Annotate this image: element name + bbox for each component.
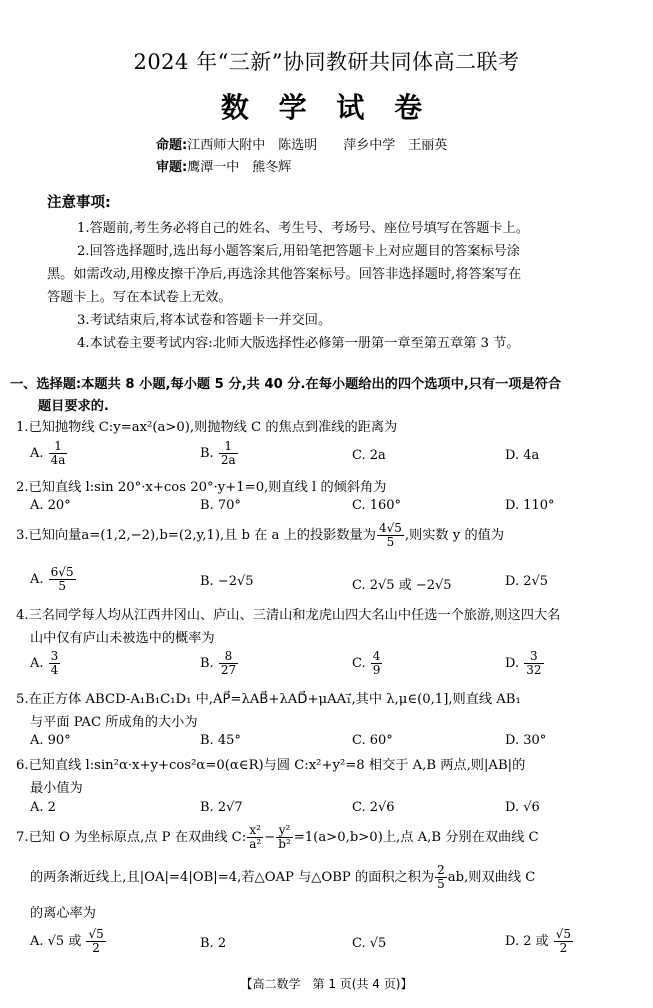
option-label: A. (30, 572, 44, 587)
q4-option-b: B. $\frac{8}{27}$ (200, 649, 237, 677)
reviewer-names: 鹰潭一中 熊冬辉 (187, 160, 292, 175)
q2-option-a: A. 20° (30, 498, 71, 513)
q3-option-c: C. 2√5 或 −2√5 (352, 578, 452, 593)
note-line: 黑。如需改动,用橡皮擦干净后,再选涂其他答案标号。回答非选择题时,将答案写在 (47, 267, 522, 282)
q5-option-d: D. 30° (505, 733, 547, 748)
question-5-stem-cont: 与平面 PAC 所成角的大小为 (30, 715, 198, 730)
q7-option-b: B. 2 (200, 936, 227, 951)
note-line: 答题卡上。写在本试卷上无效。 (47, 290, 232, 305)
question-3-stem: 3.已知向量a=(1,2,−2),b=(2,y,1),且 b 在 a 上的投影数量为 $\frac{4√5}{5}$ ,则实数 y 的值为 (16, 521, 505, 549)
question-4-stem-cont: 山中仅有庐山未被选中的概率为 (30, 631, 215, 646)
q1-option-b (200, 440, 239, 467)
question-7-stem-end: 的离心率为 (30, 906, 96, 921)
q3-option-b: B. −2√5 (200, 574, 254, 589)
proposer-line (156, 134, 447, 153)
page-footer: 【高二数学 第 1 页(共 4 页)】 (240, 977, 413, 991)
subject-title: 数 学 试 卷 (220, 91, 433, 124)
q4-option-c: C. $\frac{4}{9}$ (352, 649, 381, 677)
question-4-stem: 4.三名同学每人均从江西井冈山、庐山、三清山和龙虎山四大名山中任选一个旅游,则这四大名 (16, 608, 561, 623)
fraction: $\frac{2}{5}$ (437, 863, 445, 891)
reviewer-label: 审题: (156, 160, 188, 175)
fraction: $\frac{√5}{2}$ (555, 927, 572, 955)
q6-option-d: D. √6 (505, 800, 540, 815)
fraction: $\frac{3}{4}$ (50, 649, 59, 677)
option-label: A. (30, 446, 44, 461)
fraction: $\frac{√5}{2}$ (88, 927, 104, 955)
fraction: $\frac{3}{32}$ (526, 649, 542, 677)
q5-option-a: A. 90° (30, 733, 71, 748)
q3-option-a (30, 566, 77, 593)
note-line: 3.考试结束后,将本试卷和答题卡一并交回。 (77, 313, 332, 328)
note-line: 4.本试卷主要考试内容:北师大版选择性必修第一册第一章至第五章第 3 节。 (77, 336, 520, 351)
proposer-names: 江西师大附中 陈选明 萍乡中学 王丽英 (187, 138, 448, 153)
question-6-stem: 6.已知直线 l:sin²α·x+y+cos²α=0(α∈R)与圆 C:x²+y²=8 相交于 A,B 两点,则|AB|的 (16, 758, 526, 773)
question-5-stem: 5.在正方体 ABCD-A₁B₁C₁D₁ 中,AP⃗=λAB⃗+λAD⃗+μAA₁⃗,其中 λ,μ∈(0,1],则直线 AB₁ (16, 692, 521, 707)
fraction: $\frac{4}{9}$ (372, 649, 381, 677)
note-line: 2.回答选择题时,选出每小题答案后,用铅笔把答题卡上对应题目的答案标号涂 (77, 244, 520, 259)
q7-option-c: C. √5 (352, 936, 387, 951)
proposer-label: 命题: (156, 138, 188, 153)
question-7-stem: 7.已知 O 为坐标原点,点 P 在双曲线 C: $\frac{\text{x²}}{\text{a²}}$ − $\frac{\text{y²}}{\text{b²}}$ =1(a>0,b>0)上,点 A,B 分别在双曲线 C (16, 823, 539, 851)
q4-option-a: A. $\frac{3}{4}$ (30, 649, 59, 677)
option-label: B. (200, 446, 214, 461)
fraction: $\frac{\text{x²}}{\text{a²}}$ (249, 823, 262, 851)
fraction: $\frac{1}{2a}$ (220, 439, 236, 467)
question-7-stem-cont: 的两条渐近线上,且|OA|=4|OB|=4,若△OAP 与△OBP 的面积之积为 $\frac{2}{5}$ ab,则双曲线 C (30, 863, 536, 891)
question-1-stem: 1.已知抛物线 C:y=ax²(a>0),则抛物线 C 的焦点到准线的距离为 (16, 420, 398, 435)
question-6-stem-cont: 最小值为 (30, 781, 83, 796)
section-heading-cont: 题目要求的. (38, 399, 109, 414)
q2-option-b: B. 70° (200, 498, 241, 513)
q1-option-a (30, 440, 68, 467)
fraction: $\frac{8}{27}$ (220, 649, 237, 677)
q6-option-a: A. 2 (30, 800, 56, 815)
q7-option-a: A. √5 或 $\frac{√5}{2}$ (30, 927, 104, 955)
fraction: $\frac{\text{y²}}{\text{b²}}$ (278, 823, 291, 851)
q5-option-b: B. 45° (200, 733, 241, 748)
q1-option-c: C. 2a (352, 448, 386, 463)
fraction: $\frac{1}{4a}$ (50, 439, 66, 467)
fraction: $\frac{4√5}{5}$ (378, 521, 402, 549)
question-2-stem: 2.已知直线 l:sin 20°·x+cos 20°·y+1=0,则直线 l 的倾斜角为 (16, 480, 387, 495)
q2-option-c: C. 160° (352, 498, 402, 513)
notes-heading: 注意事项: (47, 195, 111, 211)
q1-option-d: D. 4a (505, 448, 540, 463)
q6-option-b: B. 2√7 (200, 800, 243, 815)
q6-option-c: C. 2√6 (352, 800, 395, 815)
q7-option-d: D. 2 或 $\frac{√5}{2}$ (505, 927, 572, 955)
q4-option-d: D. $\frac{3}{32}$ (505, 649, 542, 677)
reviewer-line (156, 156, 291, 175)
section-heading: 一、选择题:本题共 8 小题,每小题 5 分,共 40 分.在每小题给出的四个选项中,只有一项是符合 (10, 377, 562, 392)
fraction: $\frac{6√5}{5}$ (50, 565, 74, 593)
q5-option-c: C. 60° (352, 733, 393, 748)
exam-title: 2024 年“三新”协同教研共同体高二联考 (133, 50, 520, 74)
q2-option-d: D. 110° (505, 498, 555, 513)
note-line: 1.答题前,考生务必将自己的姓名、考生号、考场号、座位号填写在答题卡上。 (77, 221, 529, 236)
q3-option-d: D. 2√5 (505, 574, 549, 589)
